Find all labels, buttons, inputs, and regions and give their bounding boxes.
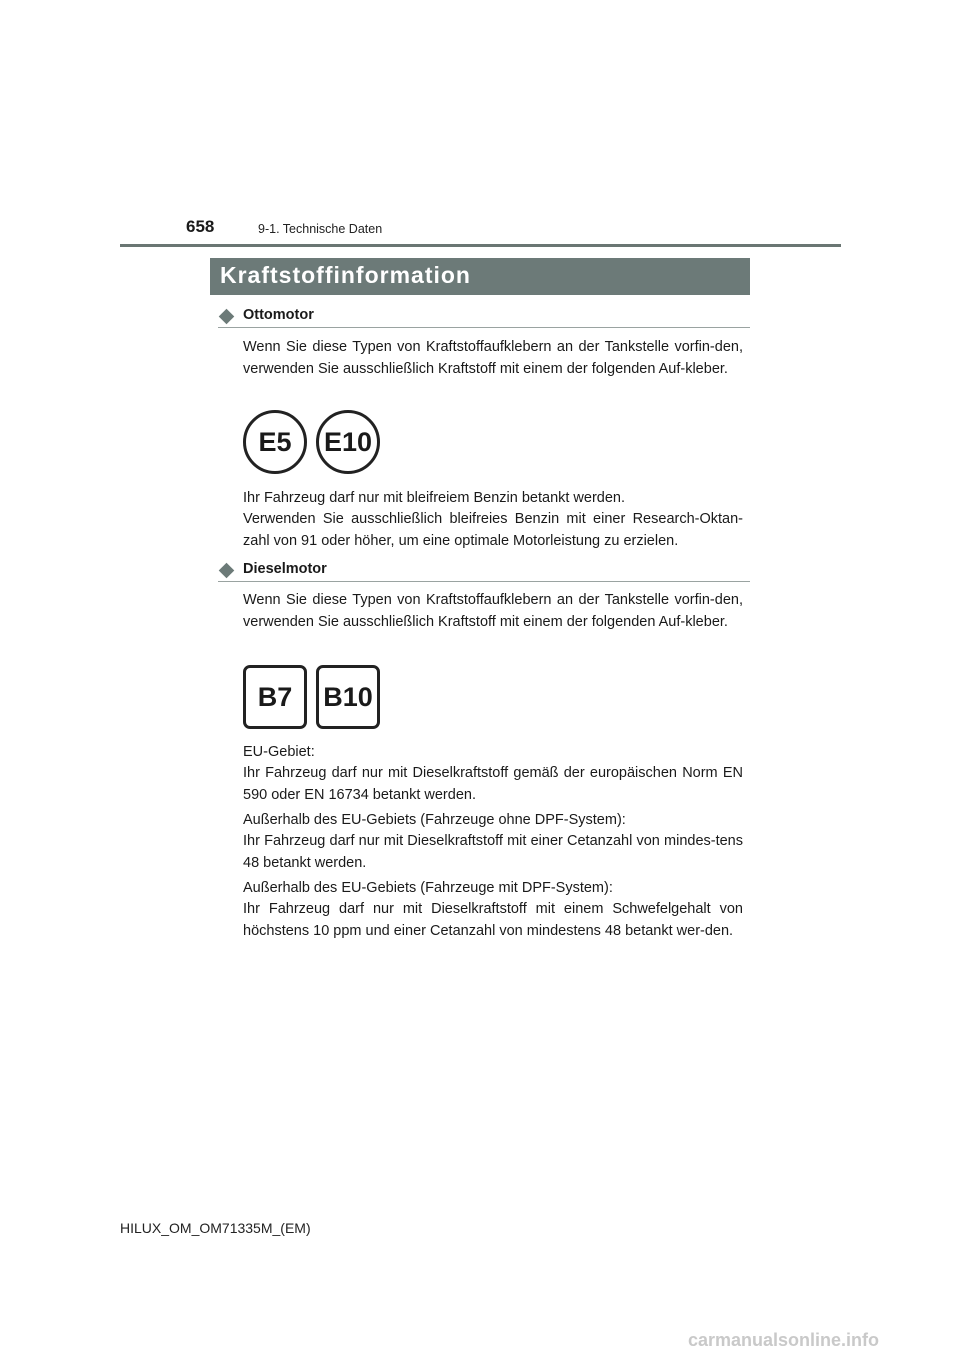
- dieselmotor-paragraph: Außerhalb des EU-Gebiets (Fahrzeuge ohne DPF-System):: [243, 812, 626, 828]
- section-heading-ottomotor: [218, 306, 750, 328]
- dieselmotor-paragraph: Ihr Fahrzeug darf nur mit Dieselkraftstoff mit einer Cetanzahl von mindes-tens 48 betankt werden.: [243, 833, 743, 871]
- ottomotor-intro: Wenn Sie diese Typen von Kraftstoffaufklebern an der Tankstelle vorfin-den, verwenden Sie ausschließlich Kraftstoff mit einem der folgenden Auf-kleber.: [243, 339, 743, 377]
- watermark: carmanualsonline.info: [688, 1330, 880, 1350]
- ottomotor-paragraph: Ihr Fahrzeug darf nur mit bleifreiem Benzin betankt werden.: [243, 490, 626, 506]
- dieselmotor-paragraph: Ihr Fahrzeug darf nur mit Dieselkraftstoff mit einem Schwefelgehalt von höchstens 10 ppm und einer Cetanzahl von mindestens 48 betankt wer-den.: [243, 901, 743, 939]
- fuel-label-e5: E5: [243, 410, 307, 474]
- ottomotor-paragraph: Verwenden Sie ausschließlich bleifreies Benzin mit einer Research-Oktan-zahl von 91 oder höher, um eine optimale Motorleistung zu erzielen.: [243, 511, 743, 549]
- dieselmotor-paragraph: EU-Gebiet:: [243, 744, 315, 760]
- section-heading-label: Ottomotor: [243, 307, 314, 323]
- diamond-bullet-icon: [219, 309, 235, 325]
- section-rule: [218, 581, 750, 582]
- fuel-label-b7: B7: [243, 665, 307, 729]
- dieselmotor-paragraph: Außerhalb des EU-Gebiets (Fahrzeuge mit DPF-System):: [243, 880, 613, 896]
- chapter-label: 9-1. Technische Daten: [258, 222, 383, 236]
- section-heading-label: Dieselmotor: [243, 561, 327, 577]
- section-heading-dieselmotor: [218, 560, 750, 582]
- diamond-bullet-icon: [219, 563, 235, 579]
- header-rule: [120, 244, 841, 247]
- dieselmotor-paragraph: Ihr Fahrzeug darf nur mit Dieselkraftstoff gemäß der europäischen Norm EN 590 oder EN 16734 betankt werden.: [243, 765, 743, 803]
- dieselmotor-intro: Wenn Sie diese Typen von Kraftstoffaufklebern an der Tankstelle vorfin-den, verwenden Sie ausschließlich Kraftstoff mit einem der folgenden Auf-kleber.: [243, 592, 743, 630]
- fuel-label-e10: E10: [316, 410, 380, 474]
- section-rule: [218, 327, 750, 328]
- section-title-bar: [210, 258, 750, 295]
- fuel-label-b10: B10: [316, 665, 380, 729]
- footer-model-code: HILUX_OM_OM71335M_(EM): [120, 1220, 311, 1236]
- page-number: 658: [186, 217, 215, 236]
- page-title: Kraftstoffinformation: [220, 262, 471, 288]
